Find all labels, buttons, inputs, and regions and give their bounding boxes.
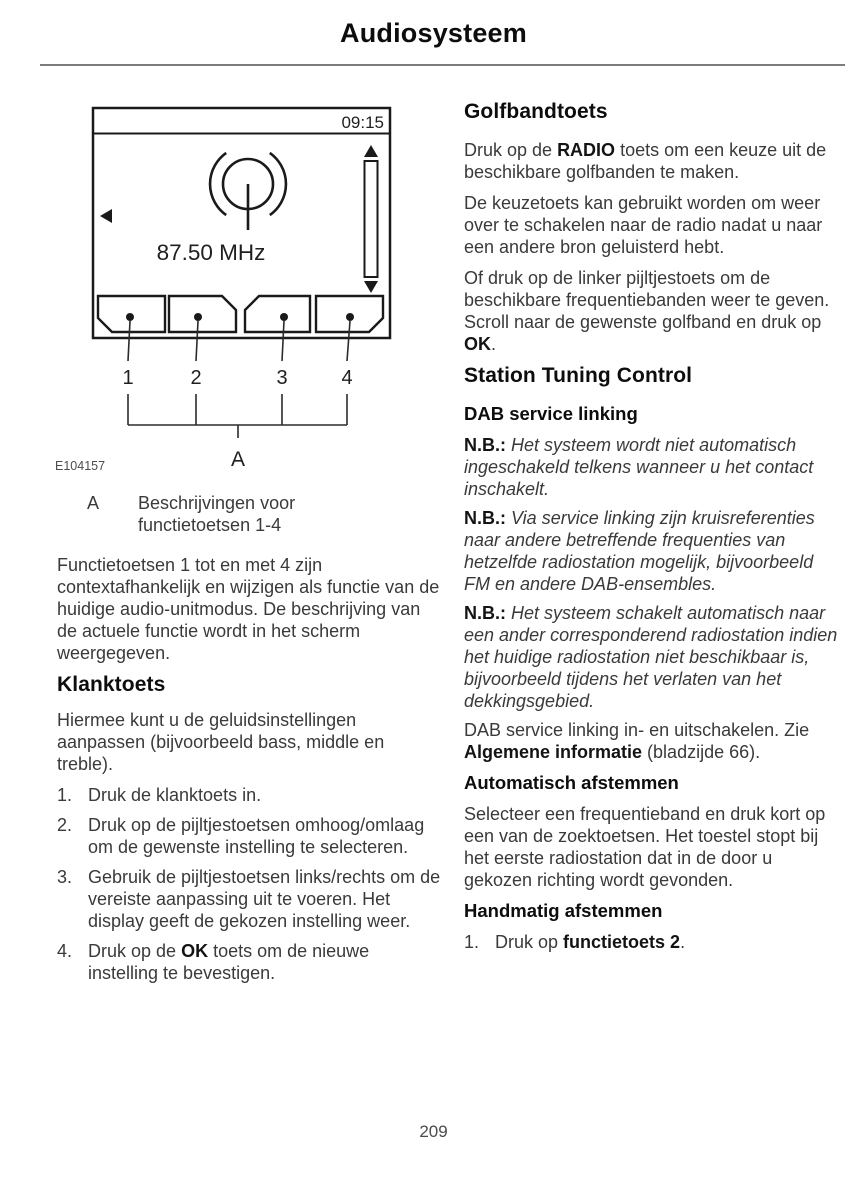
- step-text: Druk op functietoets 2.: [495, 932, 686, 952]
- paragraph-keuzetoets: De keuzetoets kan gebruikt worden om weer over te schakelen naar de radio nadat u naar een andere bron geluisterd hebt.: [464, 193, 823, 257]
- heading-station-tuning-control: Station Tuning Control: [464, 364, 693, 387]
- list-item: [464, 931, 842, 953]
- list-item: [57, 814, 441, 858]
- step-text: Druk op de pijltjestoetsen omhoog/omlaag om de gewenste instelling te selecteren.: [88, 815, 425, 857]
- paragraph-klanktoets-intro: Hiermee kunt u de geluidsinstellingen aanpassen (bijvoorbeeld bass, middle en treble).: [57, 710, 385, 774]
- softkey-dot-1: [126, 313, 134, 321]
- header-divider: [40, 64, 845, 66]
- right-column: [464, 100, 842, 961]
- figure-code: E104157: [55, 459, 106, 473]
- callout-number-3: 3: [276, 367, 288, 389]
- note-paragraph: N.B.: Het systeem wordt niet automatisch ingeschakeld telkens wanneer u het contact inschakelt.: [464, 435, 814, 499]
- radio-display-figure: [40, 100, 440, 485]
- heading-golfbandtoets: Golfbandtoets: [464, 100, 608, 123]
- clock-text: 09:15: [341, 113, 384, 132]
- scrollbar: [364, 145, 378, 293]
- note-paragraph: N.B.: Via service linking zijn kruisreferenties naar andere betreffende frequenties van hetzelfde radiostation mogelijk, bijvoorbeeld FM en andere DAB-ensembles.: [464, 508, 815, 594]
- display-frame: [93, 108, 390, 338]
- softkey-dot-3: [280, 313, 288, 321]
- heading-dab-service-linking: DAB service linking: [464, 403, 638, 424]
- radio-display-illustration: [40, 100, 440, 485]
- klanktoets-steps: [57, 784, 441, 984]
- scroll-down-arrow-icon: [364, 281, 378, 293]
- paragraph-linker-pijltjestoets: Of druk op de linker pijltjestoets om de beschikbare frequentiebanden weer te geven. Scroll naar de gewenste golfband en druk op OK.: [464, 268, 830, 354]
- softkey-button-3: [245, 296, 310, 332]
- left-column: [57, 492, 441, 992]
- list-item: [57, 940, 441, 984]
- callout-number-4: 4: [341, 367, 353, 389]
- softkey-dot-4: [346, 313, 354, 321]
- step-number: 1.: [57, 785, 73, 805]
- step-number: 1.: [464, 932, 480, 952]
- callout-number-2: 2: [190, 367, 202, 389]
- callout-label-a: A: [230, 448, 246, 471]
- handmatig-steps: [464, 931, 842, 953]
- scroll-up-arrow-icon: [364, 145, 378, 157]
- figure-legend: [57, 492, 441, 536]
- heading-klanktoets: Klanktoets: [57, 673, 166, 696]
- frequency-text: 87.50 MHz: [156, 240, 266, 265]
- heading-automatisch-afstemmen: Automatisch afstemmen: [464, 772, 679, 793]
- step-text: Gebruik de pijltjestoetsen links/rechts om de vereiste aanpassing uit te voeren. Het display geeft de gekozen instelling weer.: [88, 867, 441, 931]
- legend-text: Beschrijvingen voor functietoetsen 1-4: [138, 493, 296, 535]
- radio-signal-icon: [210, 153, 286, 230]
- paragraph-automatisch: Selecteer een frequentieband en druk kort op een van de zoektoetsen. Het toestel stopt bij het eerste radiostation dat in de door u gekozen richting wordt gevonden.: [464, 804, 826, 890]
- step-number: 3.: [57, 867, 73, 887]
- softkey-button-2: [169, 296, 236, 332]
- callout-number-1: 1: [122, 367, 134, 389]
- step-text: Druk op de OK toets om de nieuwe instelling te bevestigen.: [88, 941, 370, 983]
- scrollbar-track: [365, 161, 378, 277]
- list-item: [57, 866, 441, 932]
- paragraph-function-keys-intro: Functietoetsen 1 tot en met 4 zijn contextafhankelijk en wijzigen als functie van de huidige audio-unitmodus. De beschrijving van de actuele functie wordt in het scherm weergegeven.: [57, 555, 440, 663]
- softkey-dot-2: [194, 313, 202, 321]
- list-item: [57, 784, 441, 806]
- page-title: Audiosysteem: [340, 18, 527, 48]
- step-number: 2.: [57, 815, 73, 835]
- note-paragraph: N.B.: Het systeem schakelt automatisch naar een ander corresponderend radiostation indien het huidige radiostation niet beschikbaar is, bijvoorbeeld tijdens het verlaten van het dekkingsgebied.: [464, 603, 838, 711]
- paragraph-dab-toggle: DAB service linking in- en uitschakelen. Zie Algemene informatie (bladzijde 66).: [464, 720, 810, 762]
- paragraph-radio-key: Druk op de RADIO toets om een keuze uit de beschikbare golfbanden te maken.: [464, 140, 827, 182]
- legend-key: A: [87, 493, 100, 513]
- step-number: 4.: [57, 941, 73, 961]
- step-text: Druk de klanktoets in.: [88, 785, 262, 805]
- heading-handmatig-afstemmen: Handmatig afstemmen: [464, 900, 663, 921]
- page-number: 209: [419, 1122, 448, 1141]
- left-arrow-icon: [100, 209, 112, 223]
